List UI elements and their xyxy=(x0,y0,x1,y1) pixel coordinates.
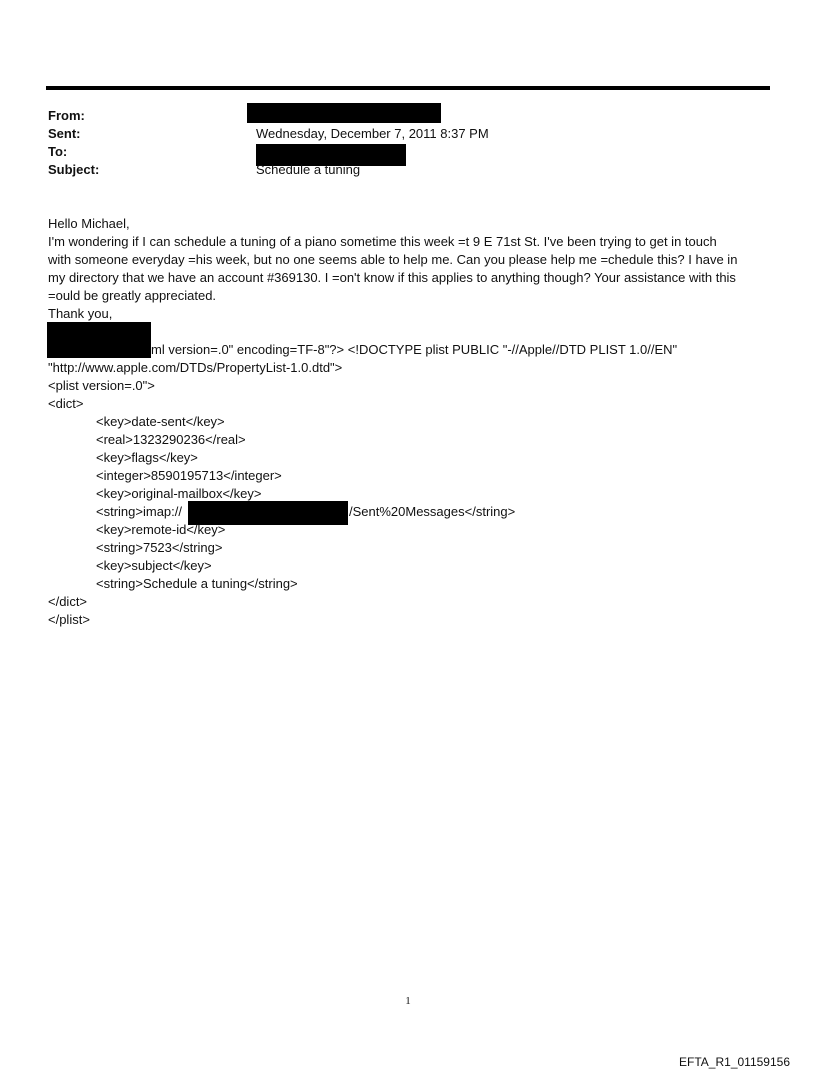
plist-open: <plist version=.0"> xyxy=(48,378,155,393)
from-label: From: xyxy=(48,108,85,123)
signature-redaction xyxy=(47,322,151,358)
bates-number: EFTA_R1_01159156 xyxy=(679,1055,790,1069)
plist-entry: <real>1323290236</real> xyxy=(96,432,246,447)
plist-entry: <integer>8590195713</integer> xyxy=(96,468,282,483)
greeting: Hello Michael, xyxy=(48,216,130,231)
sent-value: Wednesday, December 7, 2011 8:37 PM xyxy=(256,126,489,141)
body-line: with someone everyday =his week, but no one seems able to help me. Can you please help me =chedule this? I have in xyxy=(48,252,738,267)
body-line: =ould be greatly appreciated. xyxy=(48,288,217,303)
imap-prefix: <string>imap:// xyxy=(96,504,182,519)
plist-close: </plist> xyxy=(48,612,90,627)
plist-entry: <key>date-sent</key> xyxy=(96,414,225,429)
body-line: I'm wondering if I can schedule a tuning of a piano sometime this week =t 9 E 71st St. I've been trying to get in touch xyxy=(48,234,717,249)
sent-label: Sent: xyxy=(48,126,81,141)
dict-open: <dict> xyxy=(48,396,84,411)
plist-entry: <key>flags</key> xyxy=(96,450,198,465)
page-number: 1 xyxy=(405,995,411,1007)
plist-entry: <key>original-mailbox</key> xyxy=(96,486,262,501)
xml-declaration: ml version=.0" encoding=TF-8"?> <!DOCTYPE plist PUBLIC "-//Apple//DTD PLIST 1.0//EN" xyxy=(151,342,678,357)
plist-entry: <key>remote-id</key> xyxy=(96,522,226,537)
to-label: To: xyxy=(48,144,68,159)
plist-entry: <key>subject</key> xyxy=(96,558,212,573)
header-rule xyxy=(46,86,770,90)
subject-label: Subject: xyxy=(48,162,100,177)
plist-entry: <string>7523</string> xyxy=(96,540,223,555)
signoff: Thank you, xyxy=(48,306,113,321)
imap-suffix: /Sent%20Messages</string> xyxy=(349,504,516,519)
body-line: my directory that we have an account #369130. I =on't know if this applies to anything though? Your assistance with this xyxy=(48,270,736,285)
plist-entry: <string>Schedule a tuning</string> xyxy=(96,576,298,591)
from-redaction xyxy=(247,103,441,123)
subject-value: Schedule a tuning xyxy=(256,162,361,177)
dtd-url: "http://www.apple.com/DTDs/PropertyList-1.0.dtd"> xyxy=(48,360,343,375)
dict-close: </dict> xyxy=(48,594,88,609)
